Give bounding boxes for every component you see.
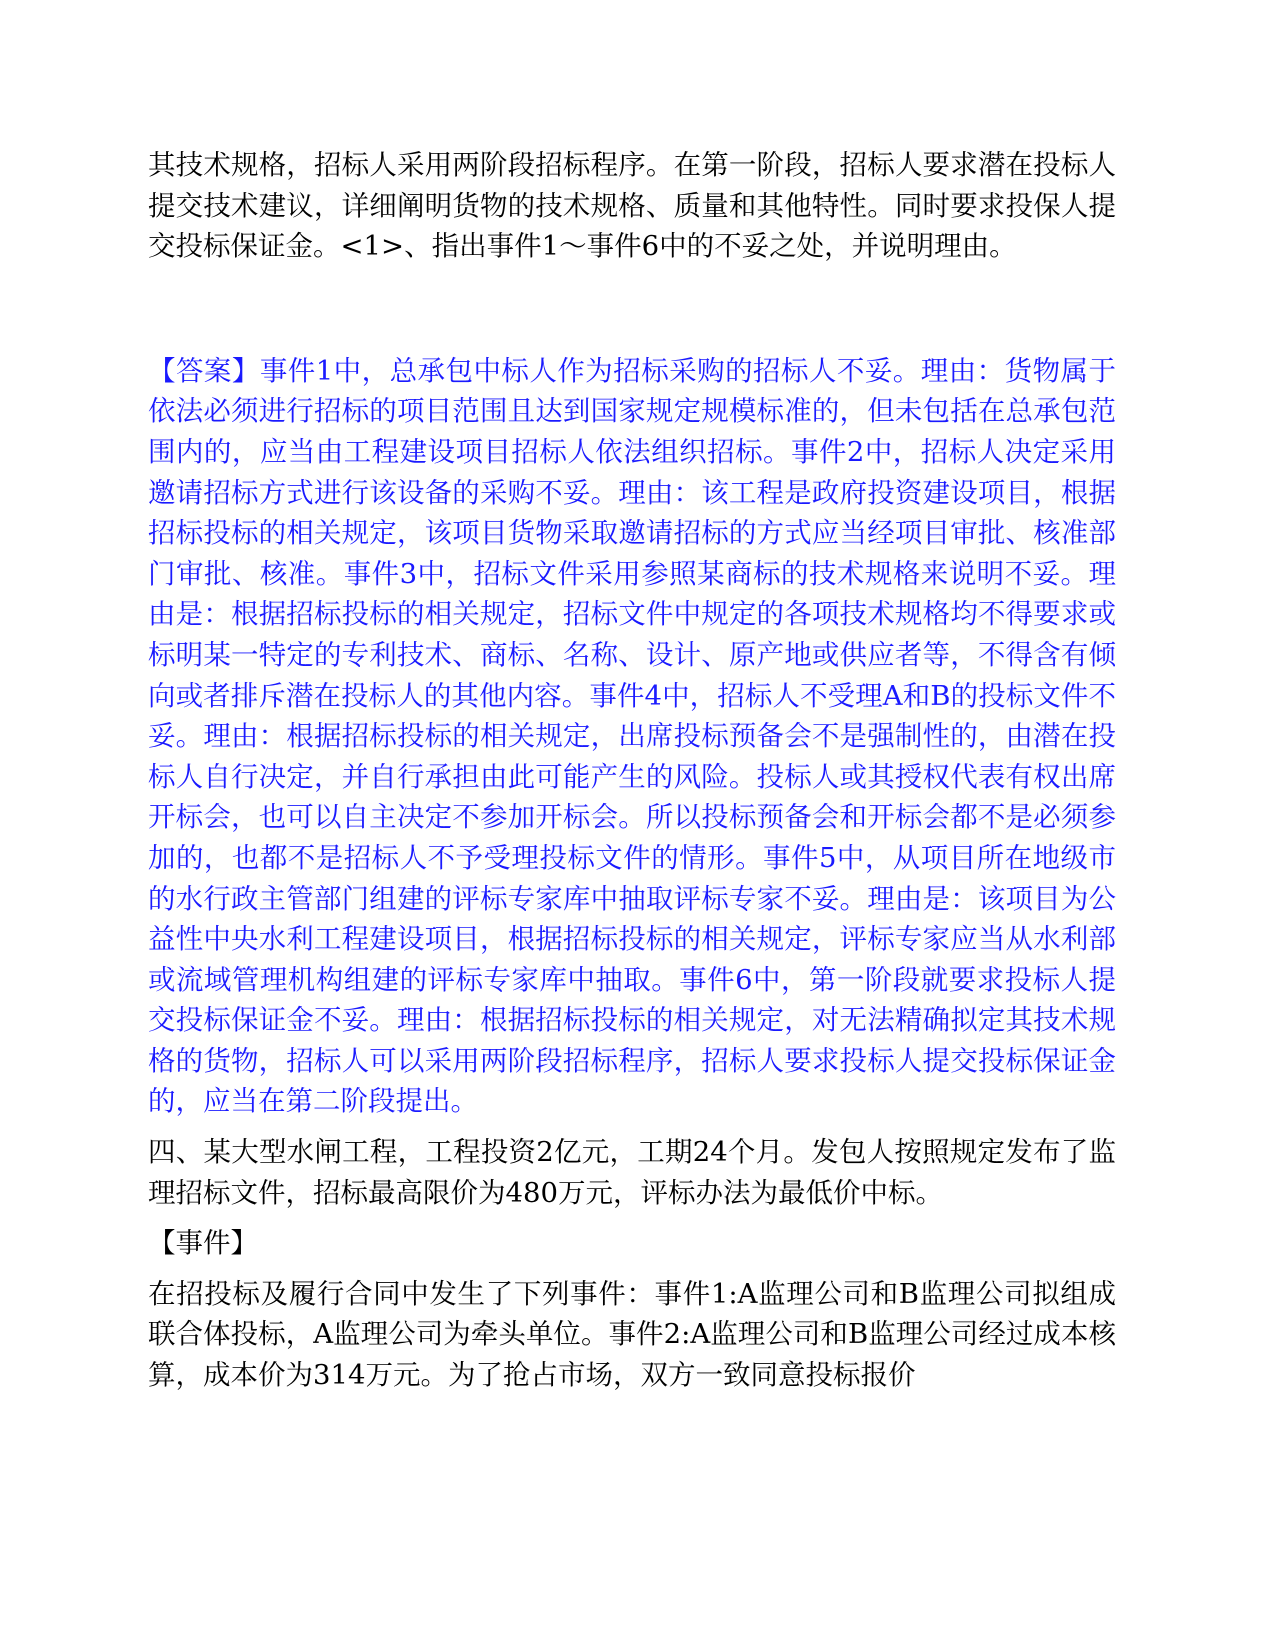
document-page xyxy=(148,145,1116,1396)
events-paragraph: 在招投标及履行合同中发生了下列事件：事件1:A监理公司和B监理公司拟组成联合体投标，A监理公司为牵头单位。事件2:A监理公司和B监理公司经过成本核算，成本价为314万元。为了抢占市场，双方一致同意投标报价 xyxy=(148,1277,1116,1392)
events-heading: 【事件】 xyxy=(148,1227,258,1260)
answer-paragraph: 【答案】事件1中，总承包中标人作为招标采购的招标人不妥。理由：货物属于依法必须进行招标的项目范围且达到国家规定规模标准的，但未包括在总承包范围内的，应当由工程建设项目招标人依法组织招标。事件2中，招标人决定采用邀请招标方式进行该设备的采购不妥。理由：该工程是政府投资建设项目，根据招标投标的相关规定，该项目货物采取邀请招标的方式应当经项目审批、核准部门审批、核准。事件3中，招标文件采用参照某商标的技术规格来说明不妥。理由是：根据招标投标的相关规定，招标文件中规定的各项技术规格均不得要求或标明某一特定的专利技术、商标、名称、设计、原产地或供应者等，不得含有倾向或者排斥潜在投标人的其他内容。事件4中，招标人不受理A和B的投标文件不妥。理由：根据招标投标的相关规定，出席投标预备会不是强制性的，由潜在投标人自行决定，并自行承担由此可能产生的风险。投标人或其授权代表有权出席开标会，也可以自主决定不参加开标会。所以投标预备会和开标会都不是必须参加的，也都不是招标人不予受理投标文件的情形。事件5中，从项目所在地级市的水行政主管部门组建的评标专家库中抽取评标专家不妥。理由是：该项目为公益性中央水利工程建设项目，根据招标投标的相关规定，评标专家应当从水利部或流域管理机构组建的评标专家库中抽取。事件6中，第一阶段就要求投标人提交投标保证金不妥。理由：根据招标投标的相关规定，对无法精确拟定其技术规格的货物，招标人可以采用两阶段招标程序，招标人要求投标人提交投标保证金的，应当在第二阶段提出。 xyxy=(148,354,1116,1118)
question-4-paragraph: 四、某大型水闸工程，工程投资2亿元，工期24个月。发包人按照规定发布了监理招标文件，招标最高限价为480万元，评标办法为最低价中标。 xyxy=(148,1136,1116,1209)
intro-paragraph: 其技术规格，招标人采用两阶段招标程序。在第一阶段，招标人要求潜在投标人提交技术建议，详细阐明货物的技术规格、质量和其他特性。同时要求投保人提交投标保证金。<1>、指出事件1～事件6中的不妥之处，并说明理由。 xyxy=(148,149,1116,263)
